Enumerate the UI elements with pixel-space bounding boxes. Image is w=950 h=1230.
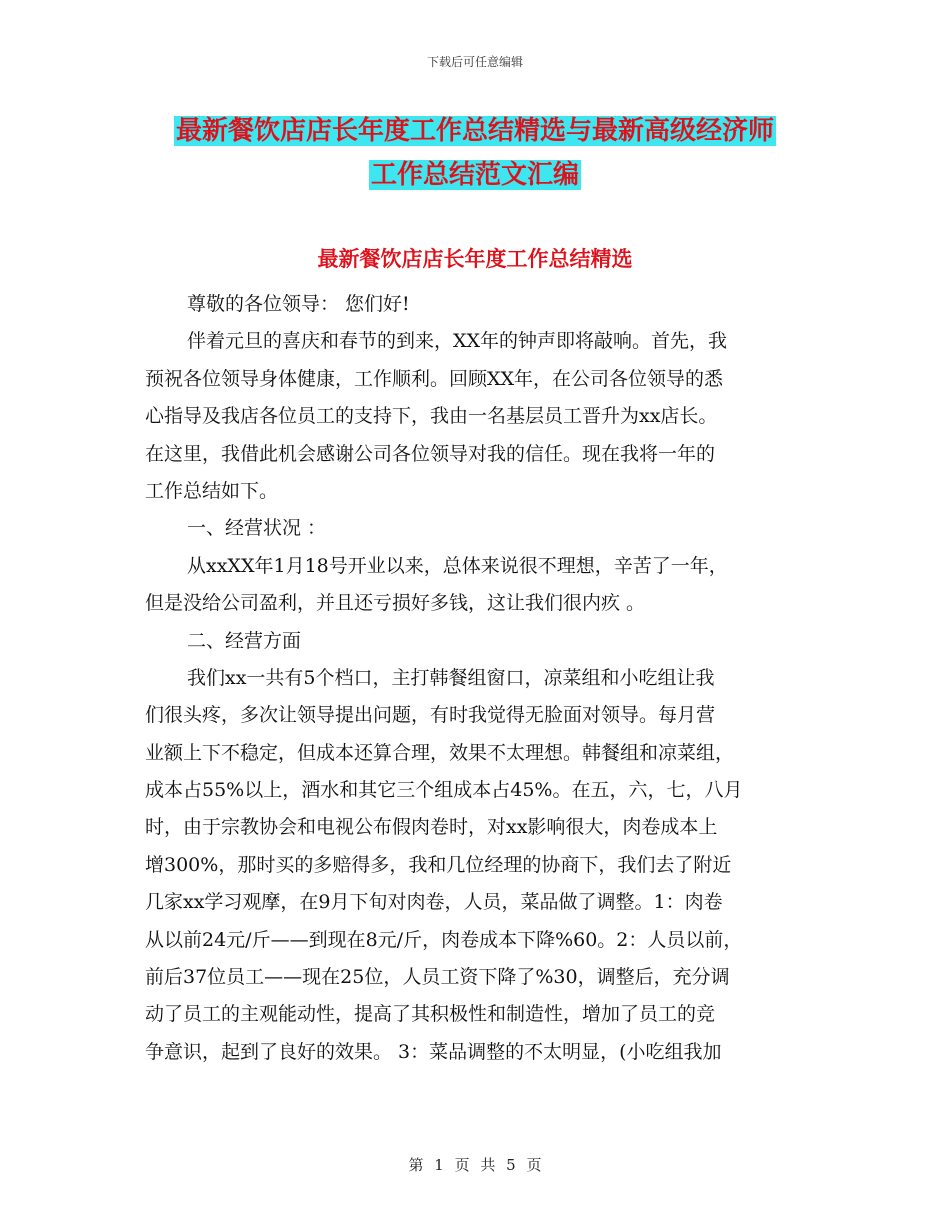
paragraph-line: 争意识，起到了良好的效果。 3：菜品调整的不太明显，(小吃组我加: [145, 1040, 722, 1063]
paragraph-line: 但是没给公司盈利，并且还亏损好多钱，这让我们很内疚 。: [145, 592, 646, 615]
paragraph-line: 从xxXX年1月18号开业以来，总体来说很不理想，辛苦了一年，: [187, 554, 728, 577]
paragraph-line: 预祝各位领导身体健康，工作顺利。回顾XX年，在公司各位领导的悉: [145, 367, 724, 390]
page-footer: 第 1 页 共 5 页: [408, 1156, 542, 1174]
paragraph-line: 伴着元旦的喜庆和春节的到来，XX年的钟声即将敲响。首先，我: [187, 330, 728, 353]
main-title-line-2: [0, 152, 950, 198]
main-title-line-2-text: 工作总结范文汇编: [370, 160, 579, 190]
paragraph-line: 心指导及我店各位员工的支持下，我由一名基层员工晋升为xx店长。: [145, 405, 718, 428]
paragraph-line: 我们xx一共有5个档口，主打韩餐组窗口，凉菜组和小吃组让我: [187, 666, 715, 689]
section-title: 最新餐饮店店长年度工作总结精选: [317, 246, 633, 271]
paragraph-line: 从以前24元/斤——到现在8元/斤，肉卷成本下降%60。2：人员以前，: [145, 928, 743, 951]
main-title-line-1: [0, 108, 950, 154]
paragraph-line: 一、经营状况 ：: [187, 517, 327, 540]
paragraph-line: 业额上下不稳定，但成本还算合理，效果不太理想。韩餐组和凉菜组，: [145, 741, 735, 764]
paragraph-line: 时，由于宗教协会和电视公布假肉卷时，对xx影响很大，肉卷成本上: [145, 816, 718, 839]
paragraph-line: 工作总结如下。: [145, 479, 279, 502]
body-text: [145, 286, 805, 1071]
paragraph-line: 前后37位员工——现在25位，人员工资下降了%30，调整后，充分调: [145, 966, 730, 989]
paragraph-line: 动了员工的主观能动性，提高了其积极性和制造性，增加了员工的竞: [145, 1003, 716, 1026]
header-note: 下载后可任意编辑: [426, 55, 523, 69]
paragraph-line: 成本占55%以上，酒水和其它三个组成本占45%。在五，六，七，八月: [145, 779, 743, 802]
paragraph-line: 们很头疼，多次让领导提出问题，有时我觉得无脸面对领导。每月营: [145, 704, 716, 727]
main-title-line-1-text: 最新餐饮店店长年度工作总结精选与最新高级经济师: [175, 116, 774, 146]
paragraph-line: 尊敬的各位领导： 您们好!: [187, 293, 410, 315]
paragraph-line: 几家xx学习观摩，在9月下旬对肉卷，人员，菜品做了调整。1：肉卷: [145, 891, 723, 914]
paragraph-line: 增300%，那时买的多赔得多，我和几位经理的协商下，我们去了附近: [145, 853, 732, 876]
paragraph-line: 二、经营方面: [187, 629, 302, 652]
paragraph-line: 在这里，我借此机会感谢公司各位领导对我的信任。现在我将一年的: [145, 442, 716, 465]
